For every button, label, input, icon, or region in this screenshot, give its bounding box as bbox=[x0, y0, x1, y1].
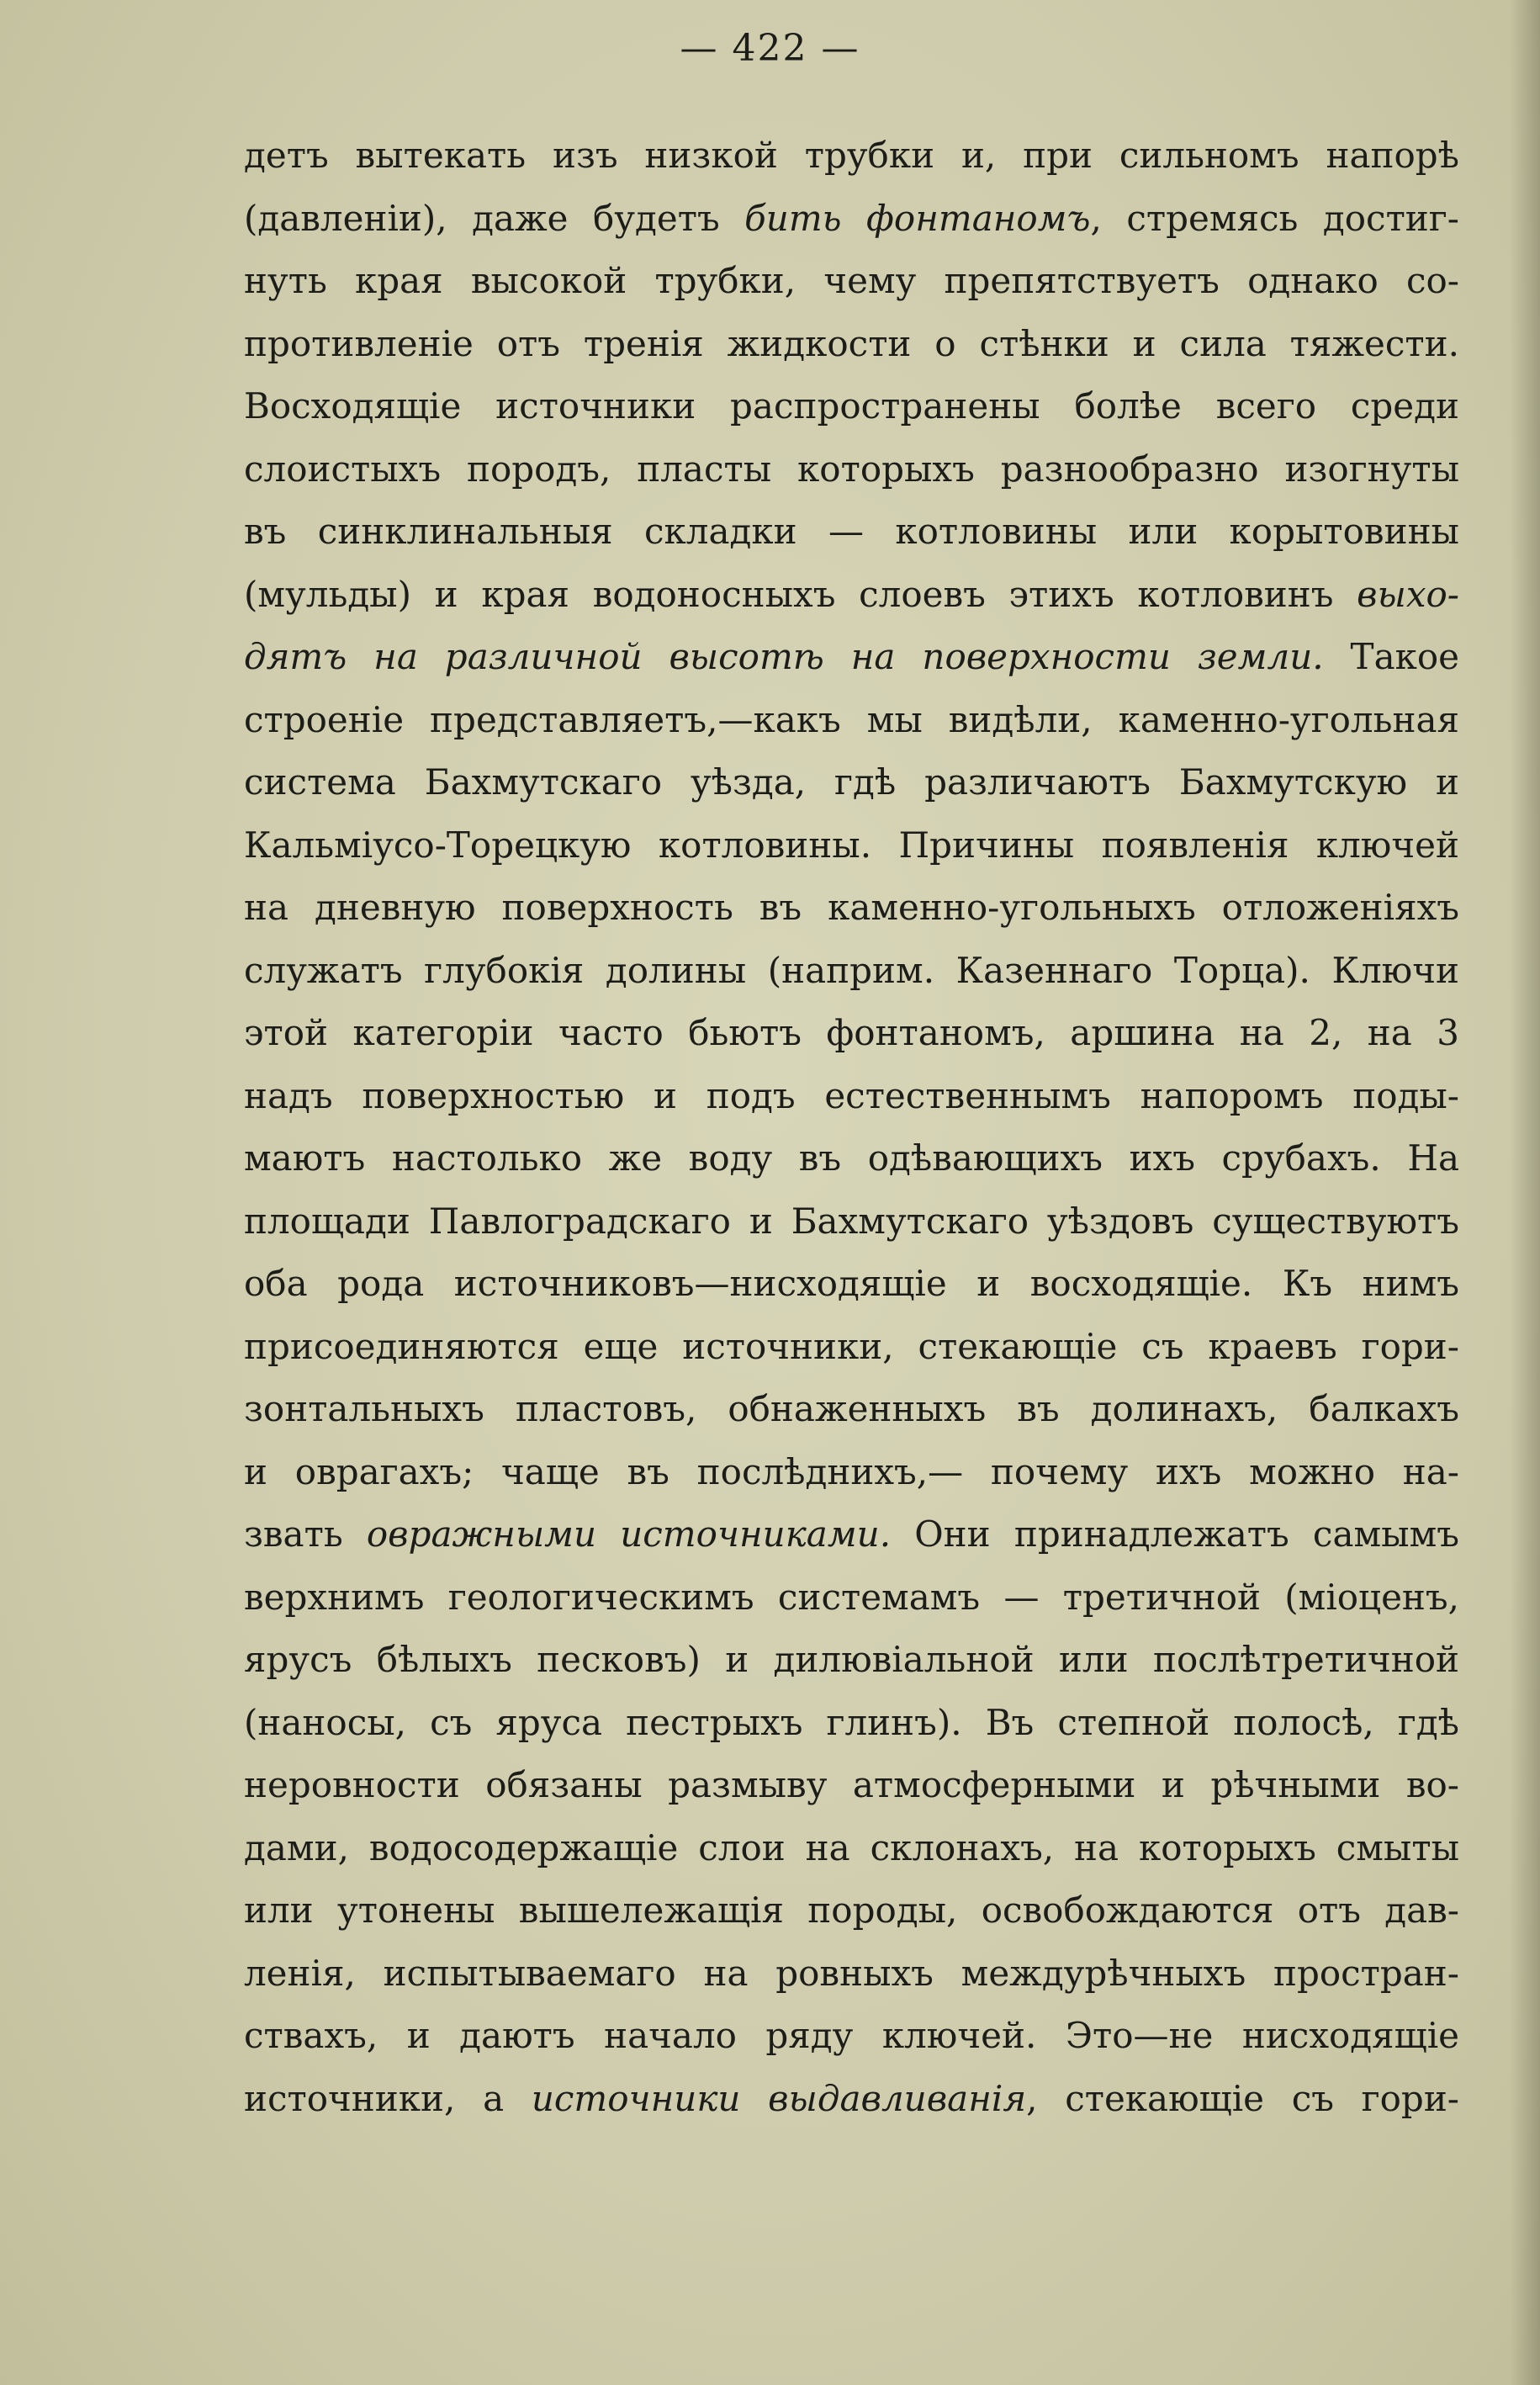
text-line bbox=[244, 1316, 1459, 1379]
text-segment: Восходящіе источники распространены болѣе всего среди bbox=[244, 385, 1459, 427]
text-line bbox=[244, 1629, 1459, 1692]
text-line bbox=[244, 125, 1459, 188]
text-segment: дами, водосодержащіе слои на склонахъ, на которыхъ смыты bbox=[244, 1826, 1459, 1868]
text-line bbox=[244, 1253, 1459, 1316]
text-segment: Кальміусо-Торецкую котловины. Причины появленія ключей bbox=[244, 824, 1459, 866]
italic-text: источники выдавливанія bbox=[531, 2077, 1027, 2119]
italic-text: овражными источниками. bbox=[366, 1513, 892, 1555]
text-segment: ленія, испытываемаго на ровныхъ междурѣчныхъ простран- bbox=[244, 1952, 1459, 1994]
text-line bbox=[244, 1378, 1459, 1441]
text-line bbox=[244, 1942, 1459, 2006]
text-line bbox=[244, 1754, 1459, 1817]
text-segment: на дневную поверхность въ каменно-угольныхъ отложеніяхъ bbox=[244, 887, 1459, 928]
text-segment: нуть края высокой трубки, чему препятствуетъ однако со- bbox=[244, 260, 1459, 301]
text-line bbox=[244, 877, 1459, 940]
text-segment: маютъ настолько же воду въ одѣвающихъ ихъ срубахъ. На bbox=[244, 1137, 1459, 1179]
text-line bbox=[244, 501, 1459, 564]
italic-text: бить фонтаномъ bbox=[744, 197, 1091, 239]
text-line bbox=[244, 1817, 1459, 1880]
text-line bbox=[244, 689, 1459, 752]
text-segment: надъ поверхностью и подъ естественнымъ напоромъ поды- bbox=[244, 1074, 1459, 1116]
text-line bbox=[244, 375, 1459, 438]
text-segment: верхнимъ геологическимъ системамъ — третичной (міоценъ, bbox=[244, 1576, 1459, 1618]
text-line bbox=[244, 188, 1459, 251]
italic-text: дятъ на различной высотѣ на поверхности земли. bbox=[244, 636, 1324, 677]
text-line bbox=[244, 1503, 1459, 1566]
text-segment: и оврагахъ; чаще въ послѣднихъ,— почему ихъ можно на- bbox=[244, 1450, 1459, 1492]
text-segment: (наносы, съ яруса пестрыхъ глинъ). Въ степной полосѣ, гдѣ bbox=[244, 1701, 1459, 1743]
text-line bbox=[244, 1441, 1459, 1504]
text-segment: (давленіи), даже будетъ bbox=[244, 197, 745, 239]
text-segment: площади Павлоградскаго и Бахмутскаго уѣздовъ существуютъ bbox=[244, 1200, 1459, 1242]
page-number: — 422 — bbox=[680, 27, 860, 70]
text-line bbox=[244, 1127, 1459, 1190]
text-segment: Такое bbox=[1323, 636, 1459, 677]
text-segment: звать bbox=[244, 1513, 367, 1555]
text-line bbox=[244, 438, 1459, 501]
text-segment: неровности обязаны размыву атмосферными и рѣчными во- bbox=[244, 1764, 1459, 1805]
text-segment: детъ вытекать изъ низкой трубки и, при сильномъ напорѣ bbox=[244, 135, 1459, 176]
text-line bbox=[244, 751, 1459, 814]
italic-text: выхо- bbox=[1357, 573, 1459, 615]
text-segment: (мульды) и края водоносныхъ слоевъ этихъ котловинъ bbox=[244, 573, 1357, 615]
text-segment: или утонены вышележащія породы, освобождаются отъ дав- bbox=[244, 1889, 1459, 1931]
text-line bbox=[244, 2005, 1459, 2068]
text-line bbox=[244, 564, 1459, 627]
text-segment: Они принадлежатъ самымъ bbox=[891, 1513, 1459, 1555]
text-segment: источники, а bbox=[244, 2077, 532, 2119]
text-segment: , стремясь достиг- bbox=[1090, 197, 1459, 239]
text-segment: противленіе отъ тренія жидкости о стѣнки и сила тяжести. bbox=[244, 322, 1459, 364]
text-line bbox=[244, 940, 1459, 1003]
text-segment: система Бахмутскаго уѣзда, гдѣ различаютъ Бахмутскую и bbox=[244, 761, 1459, 803]
text-line bbox=[244, 313, 1459, 376]
text-segment: этой категоріи часто бьютъ фонтаномъ, аршина на 2, на 3 bbox=[244, 1012, 1459, 1053]
text-segment: , стекающіе съ гори- bbox=[1026, 2077, 1459, 2119]
text-line bbox=[244, 814, 1459, 877]
body-text bbox=[244, 125, 1459, 2130]
text-segment: оба рода источниковъ—нисходящіе и восходящіе. Къ нимъ bbox=[244, 1263, 1459, 1304]
text-segment: зонтальныхъ пластовъ, обнаженныхъ въ долинахъ, балкахъ bbox=[244, 1388, 1459, 1429]
text-segment: ярусъ бѣлыхъ песковъ) и дилювіальной или послѣтретичной bbox=[244, 1639, 1459, 1680]
text-line bbox=[244, 1190, 1459, 1253]
text-line bbox=[244, 1879, 1459, 1942]
text-line bbox=[244, 1002, 1459, 1065]
text-segment: въ синклинальныя складки — котловины или корытовины bbox=[244, 511, 1459, 552]
text-line bbox=[244, 250, 1459, 313]
text-segment: слоистыхъ породъ, пласты которыхъ разнообразно изогнуты bbox=[244, 448, 1459, 490]
text-segment: ствахъ, и даютъ начало ряду ключей. Это—не нисходящіе bbox=[244, 2015, 1459, 2056]
text-segment: служатъ глубокія долины (наприм. Казеннаго Торца). Ключи bbox=[244, 949, 1459, 991]
text-line bbox=[244, 1692, 1459, 1755]
text-segment: строеніе представляетъ,—какъ мы видѣли, каменно-угольная bbox=[244, 698, 1459, 740]
text-segment: присоединяются еще источники, стекающіе съ краевъ гори- bbox=[244, 1325, 1459, 1367]
text-line bbox=[244, 1065, 1459, 1128]
text-line bbox=[244, 1566, 1459, 1630]
text-line bbox=[244, 626, 1459, 689]
text-line bbox=[244, 2068, 1459, 2131]
